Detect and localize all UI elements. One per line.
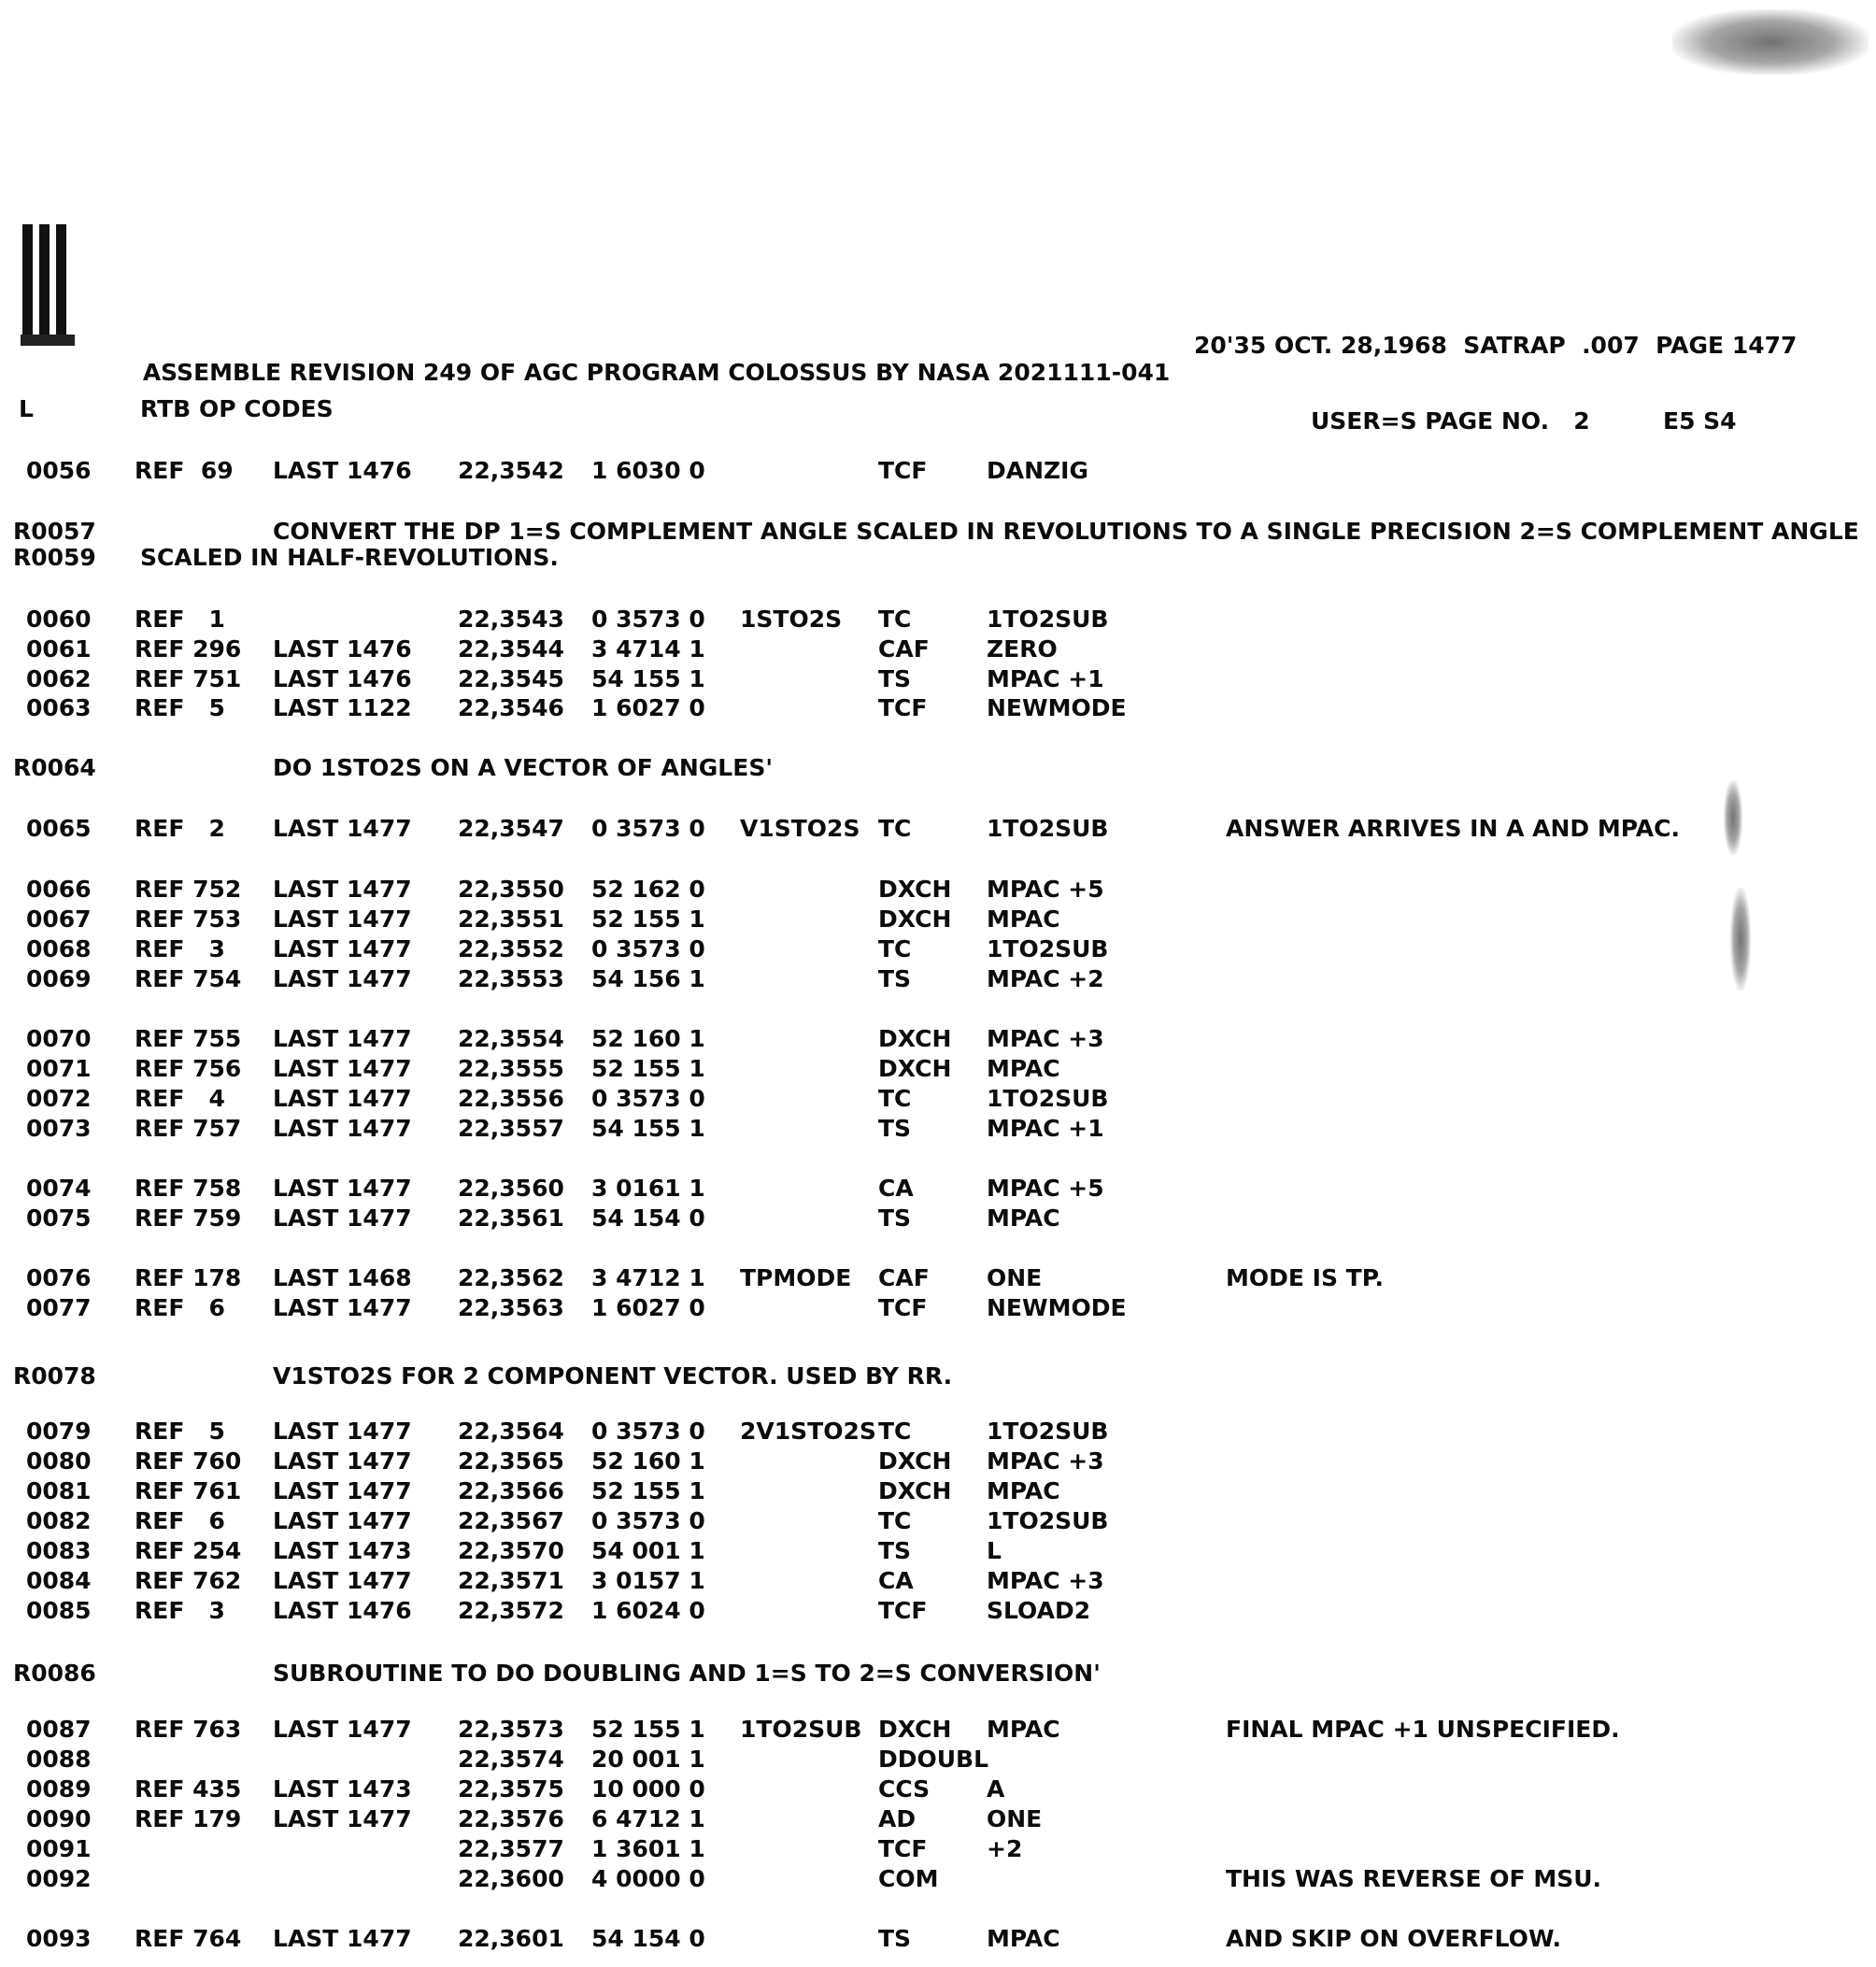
row-addr: 22,3600 [458, 1865, 564, 1892]
row-addr: 22,3566 [458, 1477, 564, 1504]
row-last: LAST 1477 [273, 1716, 412, 1743]
row-ref: REF 751 [135, 665, 242, 692]
row-operand: 1TO2SUB [987, 1507, 1109, 1534]
row-addr: 22,3572 [458, 1597, 564, 1624]
row-addr: 22,3575 [458, 1775, 564, 1803]
row-code: 3 4712 1 [591, 1264, 705, 1291]
row-ref: REF 759 [135, 1204, 242, 1232]
row-last: LAST 1476 [273, 665, 412, 692]
row-ref: REF 6 [135, 1507, 225, 1534]
row-last: LAST 1473 [273, 1775, 412, 1803]
row-ln: 0088 [26, 1746, 92, 1773]
row-ln: 0087 [26, 1716, 92, 1743]
row-ref: REF 1 [135, 606, 225, 633]
row-code: 54 155 1 [591, 1115, 705, 1142]
row-code: 4 0000 0 [591, 1865, 705, 1892]
row-operand: MPAC [987, 1055, 1060, 1082]
row-last: LAST 1477 [273, 965, 412, 992]
row-ref: REF 762 [135, 1567, 242, 1594]
row-operand: MPAC +5 [987, 876, 1104, 903]
row-op: TS [878, 1204, 912, 1232]
row-op: CA [878, 1175, 914, 1202]
row-operand: 1TO2SUB [987, 1418, 1109, 1445]
row-ref: REF 3 [135, 935, 225, 962]
row-ln: 0077 [26, 1294, 92, 1321]
row-op: TCF [878, 1597, 928, 1624]
row-addr: 22,3544 [458, 635, 564, 663]
listing-row [0, 1084, 1876, 1114]
row-addr: 22,3557 [458, 1115, 564, 1142]
row-operand: MPAC +1 [987, 1115, 1104, 1142]
row-code: 0 3573 0 [591, 606, 705, 633]
section-title: RTB OP CODES [140, 395, 334, 422]
row-code: 52 155 1 [591, 905, 705, 933]
row-ref: REF 435 [135, 1775, 242, 1803]
row-addr: 22,3565 [458, 1447, 564, 1475]
listing-row [0, 1715, 1876, 1745]
row-op: DXCH [878, 876, 952, 903]
row-op: TCF [878, 694, 928, 721]
row-ln: 0063 [26, 694, 92, 721]
row-last: LAST 1477 [273, 815, 412, 842]
row-ref: REF 2 [135, 815, 225, 842]
page-code: E5 S4 [1663, 407, 1737, 435]
row-addr: 22,3573 [458, 1716, 564, 1743]
row-ref: REF 5 [135, 694, 225, 721]
header-title: ASSEMBLE REVISION 249 OF AGC PROGRAM COLOSSUS BY NASA 2021111-041 [142, 359, 1171, 386]
listing-row [0, 1834, 1876, 1864]
row-addr: 22,3564 [458, 1418, 564, 1445]
row-ln: 0081 [26, 1477, 92, 1504]
row-op: DXCH [878, 905, 952, 933]
row-op: DXCH [878, 1477, 952, 1504]
row-operand: MPAC +3 [987, 1025, 1104, 1052]
row-ref: REF 69 [135, 457, 234, 484]
row-ref: REF 758 [135, 1175, 242, 1202]
row-operand: MPAC [987, 1477, 1060, 1504]
row-op: TCF [878, 1294, 928, 1321]
row-last: LAST 1473 [273, 1537, 412, 1564]
row-op: TS [878, 665, 912, 692]
row-ref: REF 764 [135, 1925, 242, 1952]
row-operand: 1TO2SUB [987, 1085, 1109, 1112]
row-op: TC [878, 1507, 912, 1534]
row-ref: REF 760 [135, 1447, 242, 1475]
row-ln: 0093 [26, 1925, 92, 1952]
listing-row [0, 1024, 1876, 1054]
row-last: LAST 1477 [273, 1507, 412, 1534]
row-addr: 22,3601 [458, 1925, 564, 1952]
row-last: LAST 1477 [273, 1477, 412, 1504]
row-last: LAST 1477 [273, 905, 412, 933]
row-operand: MPAC [987, 1925, 1060, 1952]
row-code: 52 155 1 [591, 1477, 705, 1504]
row-ln: 0090 [26, 1805, 92, 1832]
row-operand: DANZIG [987, 457, 1088, 484]
row-op: COM [878, 1865, 939, 1892]
row-ln: 0089 [26, 1775, 92, 1803]
row-ref: REF 756 [135, 1055, 242, 1082]
row-addr: 22,3577 [458, 1835, 564, 1862]
row-ref: REF 4 [135, 1085, 225, 1112]
row-operand: L [987, 1537, 1002, 1564]
row-last: LAST 1477 [273, 1567, 412, 1594]
row-addr: 22,3563 [458, 1294, 564, 1321]
row-ref: REF 755 [135, 1025, 242, 1052]
row-addr: 22,3567 [458, 1507, 564, 1534]
row-addr: 22,3545 [458, 665, 564, 692]
listing-row [0, 1536, 1876, 1566]
row-last: LAST 1477 [273, 1447, 412, 1475]
listing-row [0, 1204, 1876, 1233]
row-last: LAST 1468 [273, 1264, 412, 1291]
row-code: 52 160 1 [591, 1025, 705, 1052]
row-addr: 22,3547 [458, 815, 564, 842]
row-ln: 0069 [26, 965, 92, 992]
row-ref: REF 179 [135, 1805, 242, 1832]
row-op: TCF [878, 1835, 928, 1862]
row-ref: REF 5 [135, 1418, 225, 1445]
row-addr: 22,3543 [458, 606, 564, 633]
row-code: 52 155 1 [591, 1716, 705, 1743]
row-code: 0 3573 0 [591, 815, 705, 842]
row-operand: MPAC +5 [987, 1175, 1104, 1202]
row-ref: REF 753 [135, 905, 242, 933]
row-op: TS [878, 965, 912, 992]
listing-row [0, 1417, 1876, 1447]
row-ln: 0073 [26, 1115, 92, 1142]
row-label: 1STO2S [740, 606, 843, 633]
row-comment: AND SKIP ON OVERFLOW. [1226, 1925, 1561, 1952]
row-addr: 22,3554 [458, 1025, 564, 1052]
row-ref: REF 752 [135, 876, 242, 903]
row-op: TCF [878, 457, 928, 484]
row-code: 54 156 1 [591, 965, 705, 992]
row-ln: 0060 [26, 606, 92, 633]
row-ref: REF 763 [135, 1716, 242, 1743]
listing-row [0, 1293, 1876, 1323]
row-operand: MPAC +3 [987, 1447, 1104, 1475]
row-label: V1STO2S [740, 815, 860, 842]
listing-row [0, 664, 1876, 694]
listing-row [0, 814, 1876, 844]
row-last: LAST 1477 [273, 876, 412, 903]
listing-row [0, 875, 1876, 905]
row-addr: 22,3546 [458, 694, 564, 721]
row-ln: 0079 [26, 1418, 92, 1445]
row-code: 20 001 1 [591, 1746, 705, 1773]
row-addr: 22,3570 [458, 1537, 564, 1564]
row-last: LAST 1477 [273, 1085, 412, 1112]
row-addr: 22,3551 [458, 905, 564, 933]
listing-page: ASSEMBLE REVISION 249 OF AGC PROGRAM COLOSSUS BY NASA 2021111-041 20'35 OCT. 28,1968 SATRAP .007 PAGE 1477 L RTB OP CODES USER=S PAGE NO. 2 E5 S4 R0057 CONVERT THE DP 1=S COMPLEMENT ANGLE SCALED IN REVOLUTIONS TO A SINGLE PRECISION 2=S COMPLEMENT ANGLE R0059 SCALED IN HALF-REVOLUTIONS. R0064 DO 1STO2S ON A VECTOR OF ANGLES' R0078 V1STO2S FOR 2 COMPONENT VECTOR. USED BY RR. R0086 SUBROUTINE TO DO DOUBLING AND 1=S TO 2=S CONVERSION' 0056 REF 69 LAST 1476 22,3542 1 6030 0 TCF DANZIG 0060 REF 1 22,3543 0 3573 0 1STO2S TC 1TO2SUB 0061 REF 296 LAST 1476 22,3544 3 4714 1 CAF ZERO 0062 REF 751 LAST 1476 22,3545 54 155 1 TS MPAC +1 0063 REF 5 LAST 1122 22,3546 1 6027 0 TCF NEWMODE 0065 REF 2 LAST 1477 22,3547 0 3573 0 V1STO2S TC 1TO2SUB ANSWER ARRIVES IN A AND MPAC. 0066 REF 752 LAST 1477 22,3550 52 162 0 DXCH MPAC +5 0067 REF 753 LAST 1477 22,3551 52 155 1 DXCH MPAC 0068 REF 3 LAST 1477 22,3552 0 3573 0 TC 1TO2SUB 0069 REF 754 LAST 1477 22,3553 54 156 1 TS MPAC +2 0070 REF 755 LAST 1477 22,3554 52 160 1 DXCH MPAC +3 0071 REF 756 LAST 1477 22,3555 52 155 1 DXCH MPAC 0072 REF 4 LAST 1477 22,3556 0 3573 0 TC 1TO2SUB 0073 REF 757 LAST 1477 22,3557 54 155 1 TS MPAC +1 0074 REF 758 LAST 1477 22,3560 3 0161 1 CA MPAC +5 0075 REF 759 LAST 1477 22,3561 54 154 0 TS MPAC 0076 REF 178 LAST 1468 22,3562 3 4712 1 TPMODE CAF ONE MODE IS TP. 0077 REF 6 LAST 1477 22,3563 1 6027 0 TCF NEWMODE 0079 REF 5 LAST 1477 22,3564 0 3573 0 2V1STO2S TC 1TO2SUB 0080 REF 760 LAST 1477 22,3565 52 160 1 DXCH MPAC +3 0081 REF 761 LAST 1477 22,3566 52 155 1 DXCH MPAC 0082 REF 6 LAST 1477 22,3567 0 3573 0 TC 1TO2SUB 0083 REF 254 LAST 1473 22,3570 54 001 1 TS L 0084 REF 762 LAST 1477 22,3571 3 0157 1 CA MPAC +3 0085 REF 3 LAST 1476 22,3572 1 6024 0 TCF SLOAD2 0087 REF 763 LAST 1477 22,3573 52 155 1 1TO2SUB DXCH MPAC FINAL MPAC +1 UNSPECIFIED. 0088 22,3574 20 001 1 DDOUBL 0089 REF 435 LAST 1473 22,3575 10 000 0 CCS A 0090 REF 179 LAST 1477 22,3576 6 4712 1 AD ONE 0091 22,3577 1 3601 1 TCF +2 0092 22,3600 4 0000 0 COM THIS WAS REVERSE OF MSU. 0093 REF 764 LAST 1477 22,3601 54 154 0 TS MPAC AND SKIP ON OVERFLOW. [0, 0, 1876, 1967]
row-code: 3 4714 1 [591, 635, 705, 663]
section-marker: L [19, 395, 34, 422]
row-code: 1 3601 1 [591, 1835, 705, 1862]
row-code: 1 6027 0 [591, 694, 705, 721]
corner-smudge [1672, 9, 1869, 75]
row-code: 54 001 1 [591, 1537, 705, 1564]
row-last: LAST 1477 [273, 1204, 412, 1232]
row-addr: 22,3562 [458, 1264, 564, 1291]
row-ref: REF 761 [135, 1477, 242, 1504]
row-ln: 0067 [26, 905, 92, 933]
row-operand: SLOAD2 [987, 1597, 1091, 1624]
row-ln: 0074 [26, 1175, 92, 1202]
row-ln: 0062 [26, 665, 92, 692]
row-ref: REF 6 [135, 1294, 225, 1321]
row-ln: 0075 [26, 1204, 92, 1232]
listing-row [0, 1054, 1876, 1084]
row-last: LAST 1477 [273, 1025, 412, 1052]
row-ln: 0083 [26, 1537, 92, 1564]
row-code: 52 160 1 [591, 1447, 705, 1475]
row-last: LAST 1477 [273, 1055, 412, 1082]
row-op: AD [878, 1805, 917, 1832]
row-comment: THIS WAS REVERSE OF MSU. [1226, 1865, 1602, 1892]
header-date-page: 20'35 OCT. 28,1968 SATRAP .007 PAGE 1477 [1194, 332, 1798, 359]
listing-row [0, 1263, 1876, 1293]
row-ref: REF 757 [135, 1115, 242, 1142]
listing-row [0, 1745, 1876, 1775]
row-operand: MPAC +2 [987, 965, 1104, 992]
row-op: TC [878, 935, 912, 962]
row-addr: 22,3561 [458, 1204, 564, 1232]
row-comment: ANSWER ARRIVES IN A AND MPAC. [1226, 815, 1680, 842]
row-operand: A [987, 1775, 1005, 1803]
row-code: 6 4712 1 [591, 1805, 705, 1832]
row-op: TS [878, 1925, 912, 1952]
listing-row [0, 1566, 1876, 1596]
row-comment: FINAL MPAC +1 UNSPECIFIED. [1226, 1716, 1620, 1743]
row-operand: MPAC +1 [987, 665, 1104, 692]
row-operand: MPAC [987, 1716, 1060, 1743]
listing-row [0, 1924, 1876, 1954]
row-ln: 0071 [26, 1055, 92, 1082]
row-comment: MODE IS TP. [1226, 1264, 1384, 1291]
row-addr: 22,3555 [458, 1055, 564, 1082]
row-ref: REF 296 [135, 635, 242, 663]
row-op: CAF [878, 1264, 930, 1291]
row-operand: 1TO2SUB [987, 935, 1109, 962]
row-last: LAST 1477 [273, 1418, 412, 1445]
listing-row [0, 693, 1876, 723]
row-ln: 0092 [26, 1865, 92, 1892]
user-page-number: USER=S PAGE NO. 2 [1311, 407, 1590, 435]
row-code: 54 155 1 [591, 665, 705, 692]
row-last: LAST 1477 [273, 1925, 412, 1952]
row-addr: 22,3553 [458, 965, 564, 992]
row-addr: 22,3550 [458, 876, 564, 903]
row-ln: 0076 [26, 1264, 92, 1291]
row-ln: 0065 [26, 815, 92, 842]
row-addr: 22,3574 [458, 1746, 564, 1773]
listing-row [0, 605, 1876, 634]
row-ref: REF 178 [135, 1264, 242, 1291]
row-ln: 0082 [26, 1507, 92, 1534]
row-code: 52 162 0 [591, 876, 705, 903]
row-last: LAST 1477 [273, 1175, 412, 1202]
row-op: DXCH [878, 1055, 952, 1082]
listing-row [0, 1596, 1876, 1626]
listing-row [0, 934, 1876, 964]
row-ln: 0072 [26, 1085, 92, 1112]
row-op: TS [878, 1115, 912, 1142]
row-operand: NEWMODE [987, 694, 1127, 721]
row-ln: 0070 [26, 1025, 92, 1052]
row-op: DXCH [878, 1447, 952, 1475]
row-op: TC [878, 1085, 912, 1112]
binder-mark-icon [21, 224, 75, 346]
row-ln: 0091 [26, 1835, 92, 1862]
row-addr: 22,3576 [458, 1805, 564, 1832]
row-code: 10 000 0 [591, 1775, 705, 1803]
row-op: CA [878, 1567, 914, 1594]
row-operand: ZERO [987, 635, 1058, 663]
row-op: DDOUBL [878, 1746, 989, 1773]
row-operand: MPAC +3 [987, 1567, 1104, 1594]
listing-row [0, 1174, 1876, 1204]
row-ln: 0061 [26, 635, 92, 663]
row-code: 1 6027 0 [591, 1294, 705, 1321]
listing-row [0, 1804, 1876, 1834]
row-operand: 1TO2SUB [987, 815, 1109, 842]
row-operand: +2 [987, 1835, 1023, 1862]
row-op: DXCH [878, 1025, 952, 1052]
row-addr: 22,3552 [458, 935, 564, 962]
row-operand: ONE [987, 1264, 1043, 1291]
row-code: 54 154 0 [591, 1204, 705, 1232]
row-ln: 0084 [26, 1567, 92, 1594]
row-addr: 22,3571 [458, 1567, 564, 1594]
row-last: LAST 1477 [273, 1805, 412, 1832]
row-op: CCS [878, 1775, 931, 1803]
row-addr: 22,3542 [458, 457, 564, 484]
row-op: TS [878, 1537, 912, 1564]
row-op: CAF [878, 635, 930, 663]
row-last: LAST 1477 [273, 1294, 412, 1321]
row-ref: REF 254 [135, 1537, 242, 1564]
row-code: 52 155 1 [591, 1055, 705, 1082]
row-ln: 0066 [26, 876, 92, 903]
row-last: LAST 1122 [273, 694, 412, 721]
page-header [110, 332, 1867, 440]
row-ln: 0085 [26, 1597, 92, 1624]
listing-row [0, 964, 1876, 994]
row-last: LAST 1476 [273, 457, 412, 484]
row-code: 1 6024 0 [591, 1597, 705, 1624]
row-last: LAST 1476 [273, 635, 412, 663]
listing-row [0, 1114, 1876, 1144]
row-code: 0 3573 0 [591, 1085, 705, 1112]
row-label: TPMODE [740, 1264, 852, 1291]
row-op: TC [878, 606, 912, 633]
row-operand: MPAC [987, 1204, 1060, 1232]
listing-row [0, 1447, 1876, 1476]
row-ln: 0080 [26, 1447, 92, 1475]
row-addr: 22,3556 [458, 1085, 564, 1112]
row-code: 0 3573 0 [591, 1507, 705, 1534]
row-op: TC [878, 1418, 912, 1445]
row-label: 2V1STO2S [740, 1418, 876, 1445]
row-code: 1 6030 0 [591, 457, 705, 484]
listing-row [0, 1864, 1876, 1894]
row-code: 0 3573 0 [591, 935, 705, 962]
row-last: LAST 1477 [273, 935, 412, 962]
listing-row [0, 634, 1876, 664]
row-op: TC [878, 815, 912, 842]
row-ref: REF 3 [135, 1597, 225, 1624]
row-code: 3 0161 1 [591, 1175, 705, 1202]
row-last: LAST 1477 [273, 1115, 412, 1142]
row-label: 1TO2SUB [740, 1716, 862, 1743]
listing-row [0, 1506, 1876, 1536]
listing-row [0, 905, 1876, 934]
row-op: DXCH [878, 1716, 952, 1743]
row-ln: 0056 [26, 457, 92, 484]
row-ref: REF 754 [135, 965, 242, 992]
row-ln: 0068 [26, 935, 92, 962]
row-operand: MPAC [987, 905, 1060, 933]
row-addr: 22,3560 [458, 1175, 564, 1202]
listing-row [0, 1775, 1876, 1804]
row-code: 0 3573 0 [591, 1418, 705, 1445]
row-last: LAST 1476 [273, 1597, 412, 1624]
row-operand: NEWMODE [987, 1294, 1127, 1321]
listing-row [0, 1476, 1876, 1506]
row-operand: 1TO2SUB [987, 606, 1109, 633]
row-code: 3 0157 1 [591, 1567, 705, 1594]
listing-row [0, 456, 1876, 486]
row-operand: ONE [987, 1805, 1043, 1832]
row-code: 54 154 0 [591, 1925, 705, 1952]
